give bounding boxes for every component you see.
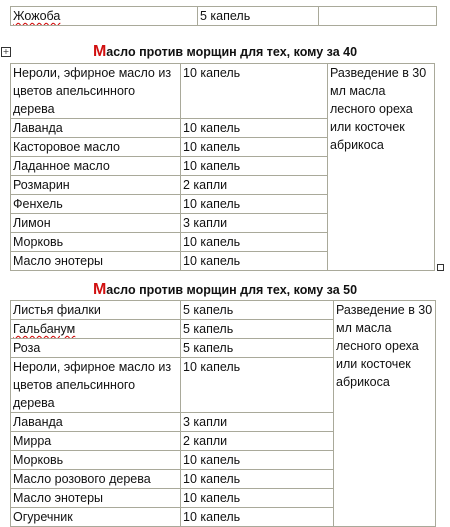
ingredient-cell[interactable] (11, 7, 198, 26)
amount-cell[interactable]: 5 капель (181, 301, 334, 320)
amount-cell[interactable]: 5 капель (181, 320, 334, 339)
section-title-40 (0, 43, 450, 61)
empty-cell[interactable] (319, 7, 437, 26)
amount-cell[interactable]: 10 капель (181, 252, 328, 271)
amount-cell[interactable]: 10 капель (181, 138, 328, 157)
dilution-cell[interactable]: Разведение в 30 мл масла лесного ореха или косточек абрикоса (328, 64, 435, 271)
ingredient-cell[interactable]: Морковь (11, 233, 181, 252)
amount-cell[interactable]: 2 капли (181, 176, 328, 195)
amount-cell[interactable]: 5 капель (198, 7, 319, 26)
ingredient-cell[interactable]: Огуречник (11, 508, 181, 527)
amount-cell[interactable]: 10 капель (181, 508, 334, 527)
ingredient-name: Нероли, эфирное масло из цветов апельсинного дерева (13, 66, 172, 116)
top-table (10, 6, 437, 26)
dilution-cell[interactable]: Разведение в 30 мл масла лесного ореха или косточек абрикоса (334, 301, 436, 527)
ingredient-cell[interactable]: Мирра (11, 432, 181, 451)
amount-cell[interactable]: 5 капель (181, 339, 334, 358)
amount-cell[interactable]: 10 капель (181, 451, 334, 470)
amount-cell[interactable]: 10 капель (181, 470, 334, 489)
title-text: асло против морщин для тех, кому за 50 (106, 283, 358, 297)
amount-cell[interactable]: 10 капель (181, 157, 328, 176)
ingredient-cell[interactable]: Нероли, эфирное масло из цветов апельсинного дерева (11, 358, 181, 413)
table-row (11, 64, 435, 119)
title-initial: М (92, 281, 107, 298)
recipe-table-40 (10, 63, 435, 271)
ingredient-cell[interactable]: Масло розового дерева (11, 470, 181, 489)
ingredient-cell[interactable]: Листья фиалки (11, 301, 181, 320)
ingredient-name: Жожоба (13, 9, 61, 23)
table-row (11, 7, 437, 26)
title-initial: М (92, 43, 107, 60)
ingredient-name: Гальбанум (13, 322, 76, 336)
ingredient-cell[interactable]: Роза (11, 339, 181, 358)
ingredient-cell[interactable] (11, 64, 181, 119)
ingredient-cell[interactable]: Ладанное масло (11, 157, 181, 176)
section-title-50 (0, 281, 450, 299)
table-row (11, 301, 436, 320)
amount-cell[interactable]: 10 капель (181, 195, 328, 214)
ingredient-cell[interactable]: Лаванда (11, 119, 181, 138)
amount-cell[interactable]: 10 капель (181, 489, 334, 508)
ingredient-cell[interactable]: Розмарин (11, 176, 181, 195)
amount-cell[interactable]: 10 капель (181, 233, 328, 252)
ingredient-cell[interactable]: Фенхель (11, 195, 181, 214)
table-move-handle-icon[interactable]: + (2, 47, 10, 56)
ingredient-cell[interactable] (11, 320, 181, 339)
recipe-table-50 (10, 300, 436, 527)
amount-cell[interactable]: 10 капель (181, 64, 328, 119)
amount-cell[interactable]: 3 капли (181, 214, 328, 233)
amount-cell[interactable]: 10 капель (181, 119, 328, 138)
ingredient-cell[interactable]: Морковь (11, 451, 181, 470)
ingredient-cell[interactable]: Лаванда (11, 413, 181, 432)
ingredient-cell[interactable]: Лимон (11, 214, 181, 233)
ingredient-cell[interactable]: Масло энотеры (11, 489, 181, 508)
table-resize-handle-icon[interactable] (437, 264, 444, 271)
amount-cell[interactable]: 10 капель (181, 358, 334, 413)
amount-cell[interactable]: 2 капли (181, 432, 334, 451)
amount-cell[interactable]: 3 капли (181, 413, 334, 432)
ingredient-cell[interactable]: Касторовое масло (11, 138, 181, 157)
title-text: асло против морщин для тех, кому за 40 (106, 45, 358, 59)
ingredient-cell[interactable]: Масло энотеры (11, 252, 181, 271)
